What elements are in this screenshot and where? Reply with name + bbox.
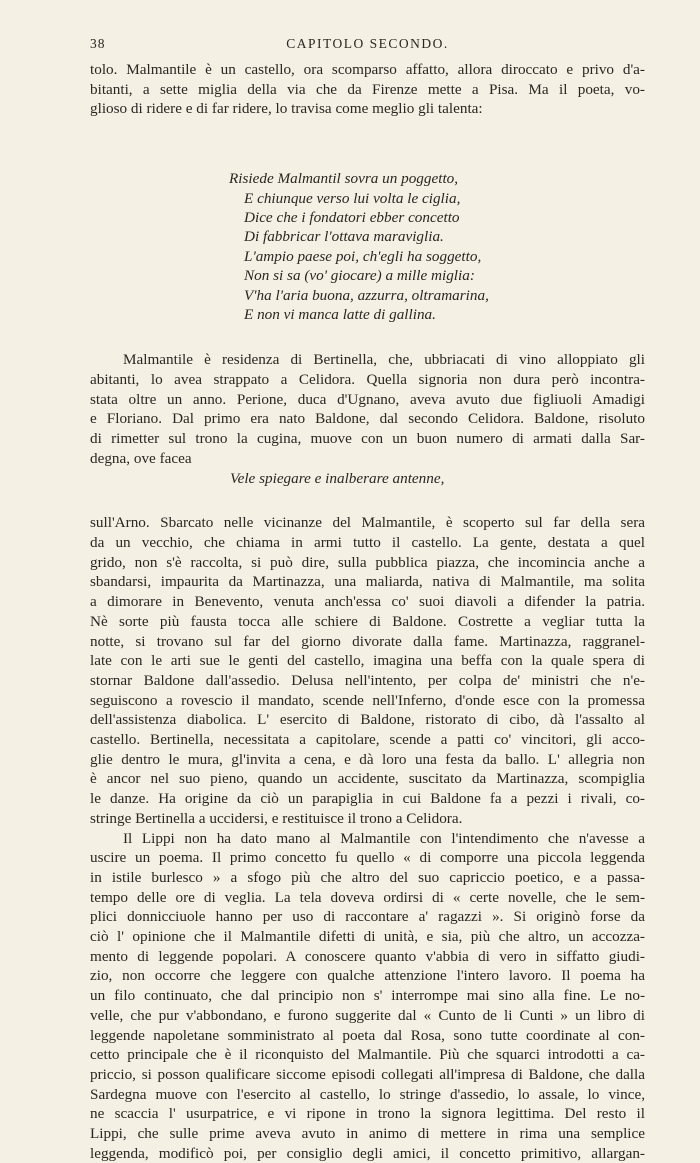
paragraph-3	[90, 513, 645, 828]
text-line: da un vecchio, che chiama in armi tutto il castello. La gente, destata a quel	[90, 533, 645, 551]
text-line: tolo. Malmantile è un castello, ora scomparso affatto, allora diroccato e privo d'a-	[90, 61, 645, 78]
text-line: Malmantile è residenza di Bertinella, che, ubbriacati di vino alloppiato gli	[123, 351, 645, 369]
text-line: di rimetter sul trono la cugina, muove con un buon numero di armati dalla Sar-	[90, 430, 645, 448]
text-line: uscire un poema. Il primo concetto fu quello « di comporre una piccola leggenda	[90, 849, 645, 867]
verse-line: E chiunque verso lui volta le ciglia,	[244, 189, 461, 207]
text-line: Sardegna muove con l'esercito al castello, lo stringe d'assedio, lo assale, lo vince,	[90, 1085, 645, 1103]
text-line: bitanti, a sette miglia della via che da Firenze mette a Pisa. Ma il poeta, vo-	[90, 80, 645, 98]
verse-line: Risiede Malmantil sovra un poggetto,	[229, 170, 459, 188]
text-line: Lippi, che sulle prime aveva avuto in animo di mettere in rima una semplice	[90, 1125, 645, 1143]
verse-line: L'ampio paese poi, ch'egli ha soggetto,	[244, 247, 482, 265]
text-line: notte, si trovano sul far del giorno divorate dalla fame. Martinazza, raggranel-	[90, 632, 645, 650]
text-line: leggende napoletane somministrato al poeta dal Rosa, sono tutte coordinate al con-	[90, 1026, 645, 1044]
verse-stanza	[229, 169, 645, 324]
text-line: Nè sorte più fausta tocca alle schiere di Baldone. Costrette a vegliar tutta la	[90, 612, 645, 630]
page-number: 38	[90, 36, 106, 51]
text-line: stata oltre un anno. Perione, duca d'Ugnano, aveva avuto due figliuoli Amadigi	[90, 390, 645, 408]
text-line: stornar Baldone dall'assedio. Delusa nell'intento, per colpa de' ministri che n'e-	[90, 671, 645, 689]
text-line: leggenda, modificò poi, per consiglio degli amici, il concetto primitivo, allargan-	[90, 1144, 645, 1162]
text-line: cetto principale che è il riconquisto del Malmantile. Più che squarci introdotti a ca-	[90, 1046, 645, 1064]
text-line: ne scaccia l' usurpatrice, e vi ripone in trono la signora legittima. Del resto il	[90, 1105, 645, 1123]
verse-line: V'ha l'aria buona, azzurra, oltramarina,	[244, 286, 489, 304]
text-line: late con le arti sue le genti del castello, imagina una beffa con la quale spera di	[90, 652, 645, 670]
text-line: dell'assistenza diabolica. L' esercito di Baldone, ristorato di cibo, dà l'assalto al	[90, 711, 645, 729]
text-line: sbandarsi, impaurita da Martinazza, una maliarda, nativa di Malmantile, ma solita	[90, 573, 645, 591]
text-line: tempo delle ore di veglia. La tela doveva ordirsi di « certe novelle, che le sem-	[90, 888, 645, 906]
text-line: plici donnicciuole hanno per uso di raccontare a' ragazzi ». Si originò forse da	[90, 908, 645, 926]
text-line: glioso di ridere e di far ridere, lo travisa come meglio gli talenta:	[90, 100, 483, 118]
verse-quote: Vele spiegare e inalberare antenne,	[230, 469, 445, 487]
text-line: ciò l' opinione che il Malmantile difetti di unità, e sia, più che altro, un accozza-	[90, 928, 645, 946]
text-line: a dimorare in Benevento, venuta anch'essa co' suoi diavoli a difender la patria.	[90, 593, 645, 611]
text-line: stringe Bertinella a uccidersi, e restituisce il trono a Celidora.	[90, 809, 463, 827]
text-line: Il Lippi non ha dato mano al Malmantile con l'intendimento che n'avesse a	[123, 829, 645, 847]
text-line: castello. Bertinella, necessitata a capitolare, scende a patti co' vincitori, gli acco-	[90, 731, 645, 749]
text-line: sull'Arno. Sbarcato nelle vicinanze del Malmantile, è scoperto sul far della sera	[90, 514, 645, 532]
paragraph-intro	[90, 60, 645, 119]
text-line: zio, non occorre che leggere con qualche attenzione l'intero lavoro. Il poema ha	[90, 967, 645, 985]
page-header	[90, 36, 645, 52]
text-line: le danze. Ha origine da ciò un parapiglia in cui Baldone fa a pezzi i rivali, co-	[90, 790, 645, 808]
verse-line: Dice che i fondatori ebber concetto	[244, 208, 460, 226]
verse-line: E non vi manca latte di gallina.	[244, 305, 436, 323]
text-line: è ancor nel suo pieno, quando un accidente, suscitato da Martinazza, scompiglia	[90, 770, 645, 788]
text-line: abitanti, lo avea strappato a Celidora. Quella signoria non dura però incontra-	[90, 371, 645, 389]
text-line: grido, non s'è raccolta, si può dire, sulla pubblica piazza, che incomincia anche a	[90, 553, 645, 571]
text-line: un filo continuato, che dal principio non s' interrompe mai sino alla fine. Le no-	[90, 987, 645, 1005]
verse-line: Non si sa (vo' giocare) a mille miglia:	[244, 267, 475, 285]
paragraph-4	[90, 829, 645, 1163]
running-title: CAPITOLO SECONDO.	[286, 36, 449, 51]
paragraph-2	[90, 350, 645, 488]
text-line: glie dentro le mura, gl'invita a cena, e dà loro una festa da ballo. L' allegria non	[90, 750, 645, 768]
text-line: priccio, si posson qualificare siccome episodi collegati all'impresa di Baldone, che dalla	[90, 1065, 645, 1083]
text-line: seguiscono a rovescio il mandato, scende nell'Inferno, d'onde esce con la promessa	[90, 691, 645, 709]
text-line: velle, che pur v'abbondano, e furono suggerite dal « Cunto de li Cunti » un libro di	[90, 1006, 645, 1024]
page-body	[90, 60, 645, 1163]
verse-line: Di fabbricar l'ottava maraviglia.	[244, 228, 444, 246]
text-line: degna, ove facea	[90, 449, 192, 467]
text-line: e Floriano. Dal primo era nato Baldone, dal secondo Celidora. Baldone, risoluto	[90, 410, 645, 428]
text-line: in istile burlesco » a sfogo più che altro del suo capriccio poetico, e a passa-	[90, 868, 645, 886]
text-line: mento di leggende popolari. A conoscere quanto v'abbia di vero in siffatto giudi-	[90, 947, 645, 965]
